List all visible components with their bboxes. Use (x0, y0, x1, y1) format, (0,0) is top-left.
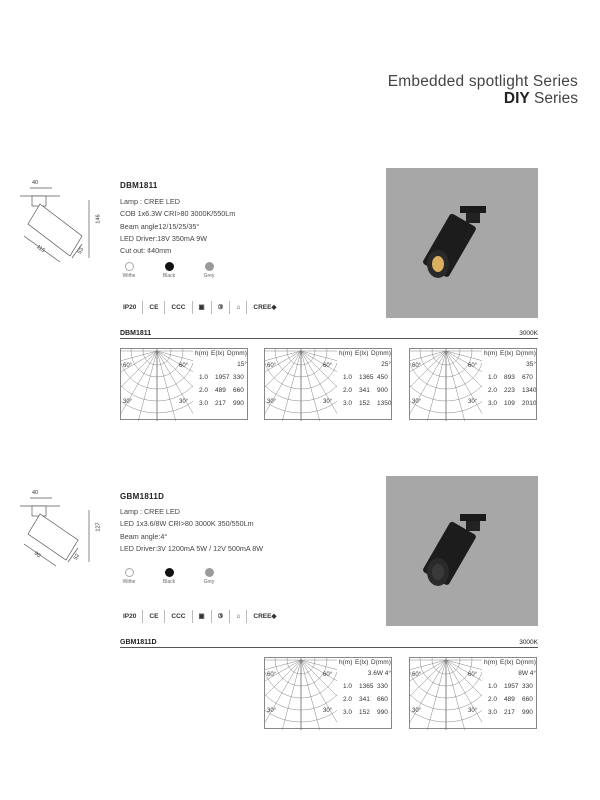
section-bar-temp: 3000K (519, 330, 538, 337)
dim-height-1: 146 (95, 214, 102, 224)
table-cell: 670 (522, 374, 533, 381)
table-cell: 990 (377, 709, 388, 716)
series-title: Embedded spotlight Series (387, 73, 578, 90)
table-cell: 341 (359, 696, 370, 703)
ce-icon: CE (142, 301, 164, 314)
table-cell: 1.0 (343, 683, 353, 690)
table-cell: 900 (377, 387, 388, 394)
spec-line: Lamp : CREE LED (120, 507, 180, 516)
angle-60-right: 60° (323, 672, 333, 678)
color-swatches-2 (118, 568, 220, 585)
table-cell: 223 (504, 387, 515, 394)
spotlight-photo-icon (386, 168, 538, 318)
spec-line: Lamp : CREE LED (120, 197, 180, 206)
table-cell: 3.0 (343, 709, 353, 716)
angle-30-right: 30° (323, 399, 333, 405)
series-subtitle-bold: DIY (503, 90, 530, 107)
dim-small-2: 52 (72, 552, 82, 562)
angle-30-right: 30° (468, 708, 478, 714)
table-header: E(lx) (355, 350, 369, 357)
photometric-box (409, 348, 537, 420)
table-cell: 2.0 (199, 387, 209, 394)
beam-angle: 25° (381, 361, 391, 368)
series-subtitle-rest: Series (529, 90, 578, 107)
table-cell: 1365 (359, 374, 374, 381)
table-cell: 990 (522, 709, 533, 716)
spec-line: COB 1x6.3W CRI>80 3000K/550Lm (120, 209, 236, 219)
product-photo-1 (386, 168, 538, 318)
photometric-table (339, 350, 393, 420)
dim-diag-1: 115 (35, 243, 46, 255)
angle-60-left: 60° (412, 363, 422, 369)
table-cell: 489 (504, 696, 515, 703)
angle-30-right: 30° (323, 708, 333, 714)
angle-30-left: 30° (267, 708, 277, 714)
table-cell: 3.0 (343, 400, 353, 407)
class-ii-icon: ▣ (192, 610, 211, 623)
photometric-table (484, 659, 538, 729)
table-cell: 2.0 (488, 696, 498, 703)
certification-icons-2 (120, 610, 282, 623)
swatch-white (118, 262, 140, 279)
table-cell: 3.0 (199, 400, 209, 407)
section-bar-temp: 3000K (519, 639, 538, 646)
dim-diag-2: 90 (32, 550, 42, 560)
section-bar-2 (120, 636, 538, 648)
table-cell: 3.0 (488, 709, 498, 716)
section-bar-name: GBM1811D (120, 639, 157, 646)
table-cell: 152 (359, 400, 370, 407)
swatch-dot (125, 262, 134, 271)
angle-30-left: 30° (267, 399, 277, 405)
polar-diagram-icon (410, 658, 482, 730)
swatch-white (118, 568, 140, 585)
table-cell: 1.0 (488, 374, 498, 381)
beam-angle: 15° (237, 361, 247, 368)
swatch-dot (165, 262, 174, 271)
swatch-label: Grey (203, 273, 215, 279)
angle-60-left: 60° (267, 363, 277, 369)
color-swatches-1 (118, 262, 220, 279)
angle-60-right: 60° (468, 672, 478, 678)
table-cell: 1340 (522, 387, 537, 394)
angle-60-right: 60° (323, 363, 333, 369)
table-cell: 217 (504, 709, 515, 716)
table-header: h(m) (484, 659, 498, 666)
section-bar-1 (120, 327, 538, 339)
table-cell: 450 (377, 374, 388, 381)
table-cell: 660 (233, 387, 244, 394)
polar-diagram-icon (265, 658, 337, 730)
table-header: D(mm) (371, 659, 391, 666)
spec-line: LED 1x3.6/8W CRI>80 3000K 350/550Lm (120, 519, 254, 529)
table-header: D(mm) (371, 350, 391, 357)
table-cell: 1.0 (199, 374, 209, 381)
dim-top-2: 40 (32, 490, 39, 496)
cree-logo-icon: CREE◆ (246, 301, 282, 314)
swatch-dot (165, 568, 174, 577)
swatch-black (158, 568, 180, 585)
dim-height-2: 127 (95, 522, 102, 532)
table-cell: 3.0 (488, 400, 498, 407)
ce-icon: CE (142, 610, 164, 623)
beam-angle: 3.6W 4° (367, 670, 391, 677)
table-cell: 2.0 (488, 387, 498, 394)
polar-diagram-icon (265, 349, 337, 421)
swatch-label: Black (162, 273, 176, 279)
product-specs-1 (120, 196, 235, 257)
table-cell: 893 (504, 374, 515, 381)
product-name-1: DBM1811 (120, 181, 158, 190)
table-header: E(lx) (500, 350, 514, 357)
indoor-icon: ⌂ (229, 610, 246, 623)
photometric-box (264, 348, 392, 420)
swatch-grey (198, 262, 220, 279)
photometric-table (339, 659, 393, 729)
swatch-dot (205, 568, 214, 577)
table-cell: 660 (377, 696, 388, 703)
angle-30-right: 30° (179, 399, 189, 405)
spec-line: Beam angle:4° (120, 531, 168, 541)
product-photo-2 (386, 476, 538, 626)
table-cell: 341 (359, 387, 370, 394)
table-header: D(mm) (516, 659, 536, 666)
table-header: h(m) (484, 350, 498, 357)
ip20-icon: IP20 (123, 613, 137, 620)
angle-60-right: 60° (468, 363, 478, 369)
table-cell: 2.0 (343, 387, 353, 394)
table-header: h(m) (339, 350, 353, 357)
table-header: E(lx) (211, 350, 225, 357)
certification-icons-1 (120, 301, 282, 314)
table-cell: 330 (522, 683, 533, 690)
table-header: D(mm) (516, 350, 536, 357)
table-cell: 990 (233, 400, 244, 407)
class-3-icon: ③ (211, 301, 230, 314)
angle-30-left: 30° (123, 399, 133, 405)
spec-line: LED Driver:3V 1200mA 5W / 12V 500mA 8W (120, 543, 264, 553)
ccc-icon: CCC (164, 301, 191, 314)
table-cell: 330 (233, 374, 244, 381)
section-bar-name: DBM1811 (120, 330, 152, 337)
dim-small-1: 53 (76, 246, 86, 256)
photometric-box (264, 657, 392, 729)
product-name-2: GBM1811D (120, 492, 165, 501)
ccc-icon: CCC (164, 610, 191, 623)
spec-line: Cut out: ¢40mm (120, 246, 172, 256)
swatch-black (158, 262, 180, 279)
angle-60-left: 60° (267, 672, 277, 678)
table-cell: 2.0 (343, 696, 353, 703)
angle-30-left: 30° (412, 708, 422, 714)
table-cell: 1350 (377, 400, 392, 407)
beam-angle: 8W 4° (518, 670, 536, 677)
dim-top-1: 40 (32, 180, 39, 186)
photometric-table (484, 350, 538, 420)
table-header: E(lx) (355, 659, 369, 666)
swatch-label: Withe (122, 273, 136, 279)
polar-diagram-icon (410, 349, 482, 421)
indoor-icon: ⌂ (229, 301, 246, 314)
swatch-grey (198, 568, 220, 585)
angle-60-right: 60° (179, 363, 189, 369)
dimension-drawing-2 (10, 488, 110, 580)
table-cell: 2010 (522, 400, 537, 407)
spotlight-photo-icon (386, 476, 538, 626)
photometric-table (195, 350, 249, 420)
photometric-box (409, 657, 537, 729)
table-cell: 1365 (359, 683, 374, 690)
table-header: D(mm) (227, 350, 247, 357)
table-cell: 489 (215, 387, 226, 394)
table-cell: 660 (522, 696, 533, 703)
swatch-dot (125, 568, 134, 577)
table-cell: 1.0 (343, 374, 353, 381)
cree-logo-icon: CREE◆ (246, 610, 282, 623)
angle-60-left: 60° (412, 672, 422, 678)
table-cell: 1957 (215, 374, 230, 381)
series-subtitle (504, 90, 578, 108)
ip20-icon: IP20 (123, 304, 137, 311)
photometric-box (120, 348, 248, 420)
angle-30-left: 30° (412, 399, 422, 405)
dimension-drawing-1 (10, 178, 110, 270)
table-cell: 330 (377, 683, 388, 690)
beam-angle: 35° (526, 361, 536, 368)
angle-30-right: 30° (468, 399, 478, 405)
product-specs-2 (120, 506, 263, 555)
swatch-label: Grey (203, 579, 215, 585)
table-header: h(m) (195, 350, 209, 357)
spec-line: LED Driver:18V 350mA 9W (120, 233, 208, 243)
polar-diagram-icon (121, 349, 193, 421)
swatch-label: Black (162, 579, 176, 585)
table-cell: 1.0 (488, 683, 498, 690)
class-3-icon: ③ (211, 610, 230, 623)
table-cell: 1957 (504, 683, 519, 690)
swatch-label: Withe (122, 579, 136, 585)
class-ii-icon: ▣ (192, 301, 211, 314)
table-header: h(m) (339, 659, 353, 666)
table-header: E(lx) (500, 659, 514, 666)
angle-60-left: 60° (123, 363, 133, 369)
table-cell: 109 (504, 400, 515, 407)
table-cell: 152 (359, 709, 370, 716)
swatch-dot (205, 262, 214, 271)
table-cell: 217 (215, 400, 226, 407)
spec-line: Beam angle12/15/25/35° (120, 221, 200, 231)
